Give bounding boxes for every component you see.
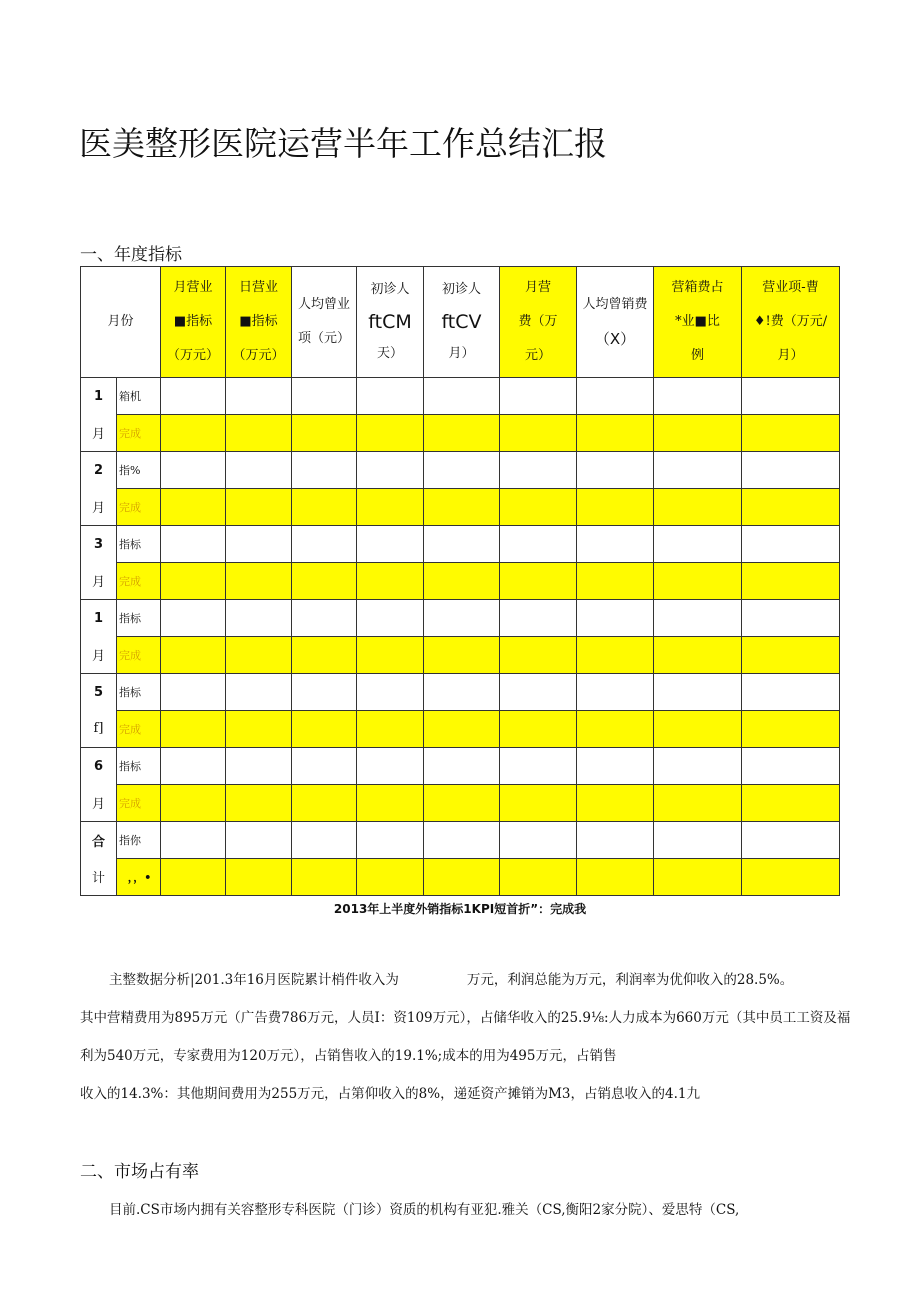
col-header-daily-first-visits: 初诊人 ftCM 天） — [357, 267, 424, 378]
target-cell[interactable] — [742, 822, 840, 859]
completion-cell[interactable] — [357, 489, 424, 526]
completion-cell[interactable] — [424, 415, 500, 452]
completion-cell[interactable] — [742, 711, 840, 748]
completion-cell[interactable] — [357, 563, 424, 600]
table-row — [81, 489, 840, 526]
completion-cell[interactable] — [742, 489, 840, 526]
completion-cell[interactable] — [654, 489, 742, 526]
table-row — [81, 563, 840, 600]
target-cell[interactable] — [424, 822, 500, 859]
completion-cell[interactable] — [742, 637, 840, 674]
col-header-per-capita-revenue: 人均曾业 项（元） — [292, 267, 357, 378]
completion-cell[interactable] — [357, 637, 424, 674]
completion-cell[interactable] — [654, 637, 742, 674]
target-cell[interactable] — [742, 748, 840, 785]
target-cell[interactable] — [742, 452, 840, 489]
target-label: 指标 — [117, 674, 161, 711]
target-cell[interactable] — [424, 378, 500, 415]
month-suffix: 计 — [81, 859, 117, 896]
target-cell[interactable] — [226, 378, 292, 415]
completion-cell[interactable] — [161, 489, 226, 526]
table-header-row — [81, 267, 840, 378]
month-suffix: 月 — [81, 415, 117, 452]
completion-cell[interactable] — [357, 785, 424, 822]
completion-cell[interactable] — [577, 415, 654, 452]
table-row — [81, 822, 840, 859]
analysis-line-1: 主整数据分析|201.3年16月医院累计梢件收入为 万元，利润总能为万元，利润率为优仰收入的28.5%。 — [109, 972, 794, 988]
completion-cell[interactable] — [500, 415, 577, 452]
completion-cell[interactable] — [292, 415, 357, 452]
target-cell[interactable] — [292, 600, 357, 637]
target-cell[interactable] — [424, 452, 500, 489]
target-cell[interactable] — [500, 378, 577, 415]
target-cell[interactable] — [500, 452, 577, 489]
table-row — [81, 600, 840, 637]
month-suffix: 月 — [81, 489, 117, 526]
table-row — [81, 785, 840, 822]
target-cell[interactable] — [226, 822, 292, 859]
table-row — [81, 859, 840, 896]
completion-cell[interactable] — [424, 711, 500, 748]
target-cell[interactable] — [292, 748, 357, 785]
completion-cell[interactable] — [577, 785, 654, 822]
completion-cell[interactable] — [226, 637, 292, 674]
target-cell[interactable] — [161, 674, 226, 711]
completion-cell[interactable] — [500, 711, 577, 748]
completion-cell[interactable] — [577, 489, 654, 526]
completion-cell[interactable] — [357, 859, 424, 896]
completion-label: ，，• — [117, 859, 161, 896]
target-cell[interactable] — [500, 600, 577, 637]
completion-cell[interactable] — [742, 859, 840, 896]
completion-cell[interactable] — [577, 859, 654, 896]
col-header-monthly-marketing-cost: 月营 费（万 元） — [500, 267, 577, 378]
completion-cell[interactable] — [654, 563, 742, 600]
target-cell[interactable] — [357, 674, 424, 711]
completion-label: 完成 — [117, 563, 161, 600]
analysis-line-3: 利为540万元，专家费用为120万元），占销售收入的19.1%;成本的用为495万元，占销售 — [80, 1048, 617, 1064]
completion-cell[interactable] — [161, 637, 226, 674]
col-header-daily-revenue: 日营业 ■指标 （万元） — [226, 267, 292, 378]
target-cell[interactable] — [292, 526, 357, 563]
completion-cell[interactable] — [357, 415, 424, 452]
target-cell[interactable] — [161, 748, 226, 785]
table-row — [81, 674, 840, 711]
target-cell[interactable] — [357, 600, 424, 637]
completion-cell[interactable] — [654, 785, 742, 822]
month-suffix: f] — [81, 711, 117, 748]
target-cell[interactable] — [654, 526, 742, 563]
analysis-line-4: 收入的14.3%：其他期间费用为255万元，占第仰收入的8%，递延资产摊销为M3，占销息收入的4.1九 — [80, 1086, 700, 1102]
completion-cell[interactable] — [424, 489, 500, 526]
target-cell[interactable] — [424, 600, 500, 637]
target-cell[interactable] — [742, 600, 840, 637]
completion-cell[interactable] — [742, 563, 840, 600]
target-cell[interactable] — [161, 822, 226, 859]
completion-cell[interactable] — [161, 415, 226, 452]
completion-cell[interactable] — [226, 489, 292, 526]
table-row — [81, 637, 840, 674]
target-cell[interactable] — [577, 526, 654, 563]
target-cell[interactable] — [577, 748, 654, 785]
target-cell[interactable] — [292, 378, 357, 415]
completion-cell[interactable] — [292, 489, 357, 526]
completion-cell[interactable] — [292, 785, 357, 822]
completion-cell[interactable] — [161, 859, 226, 896]
target-cell[interactable] — [292, 452, 357, 489]
target-cell[interactable] — [161, 526, 226, 563]
completion-cell[interactable] — [226, 415, 292, 452]
month-number: 2 — [81, 452, 117, 489]
target-cell[interactable] — [654, 600, 742, 637]
col-header-per-capita-marketing-cost: 人均曾销费 （X） — [577, 267, 654, 378]
page-title: 医美整形医院运营半年工作总结汇报 — [79, 124, 607, 163]
kpi-table — [80, 266, 840, 896]
target-cell[interactable] — [424, 526, 500, 563]
target-cell[interactable] — [654, 378, 742, 415]
table-row — [81, 452, 840, 489]
completion-cell[interactable] — [161, 711, 226, 748]
target-label: 指你 — [117, 822, 161, 859]
market-share-paragraph: 目前.CS市场内拥有关容整形专科医院（门诊）资质的机构有亚犯.雅关（CS,衡阳2家分院）、爱思特（CS, — [109, 1202, 740, 1218]
section-heading-market-share: 二、市场占有率 — [80, 1162, 199, 1182]
completion-cell[interactable] — [500, 637, 577, 674]
target-cell[interactable] — [500, 674, 577, 711]
completion-cell[interactable] — [226, 563, 292, 600]
table-row — [81, 378, 840, 415]
col-header-monthly-first-visits: 初诊人 ftCV 月） — [424, 267, 500, 378]
target-cell[interactable] — [577, 822, 654, 859]
target-cell[interactable] — [424, 748, 500, 785]
target-cell[interactable] — [742, 526, 840, 563]
month-number: 1 — [81, 600, 117, 637]
completion-cell[interactable] — [424, 785, 500, 822]
completion-cell[interactable] — [226, 785, 292, 822]
target-label: 箱机 — [117, 378, 161, 415]
target-label: 指标 — [117, 526, 161, 563]
completion-cell[interactable] — [654, 415, 742, 452]
target-cell[interactable] — [226, 526, 292, 563]
month-number: 1 — [81, 378, 117, 415]
target-cell[interactable] — [357, 526, 424, 563]
completion-cell[interactable] — [424, 637, 500, 674]
completion-cell[interactable] — [742, 415, 840, 452]
target-cell[interactable] — [577, 378, 654, 415]
month-suffix: 月 — [81, 563, 117, 600]
target-cell[interactable] — [742, 674, 840, 711]
completion-cell[interactable] — [424, 563, 500, 600]
target-cell[interactable] — [500, 822, 577, 859]
completion-cell[interactable] — [292, 563, 357, 600]
table-row — [81, 415, 840, 452]
target-cell[interactable] — [226, 674, 292, 711]
completion-label: 完成 — [117, 489, 161, 526]
month-suffix: 月 — [81, 785, 117, 822]
analysis-line-2: 其中营精费用为895万元（广告费786万元，人员I：资109万元），占储华收入的25.9⅛:人力成本为660万元（其中员工工资及福 — [80, 1010, 851, 1026]
completion-cell[interactable] — [577, 711, 654, 748]
table-row — [81, 526, 840, 563]
completion-cell[interactable] — [500, 563, 577, 600]
completion-label: 完成 — [117, 637, 161, 674]
completion-cell[interactable] — [654, 859, 742, 896]
table-row — [81, 748, 840, 785]
completion-cell[interactable] — [357, 711, 424, 748]
target-cell[interactable] — [161, 452, 226, 489]
target-cell[interactable] — [226, 452, 292, 489]
target-cell[interactable] — [577, 600, 654, 637]
target-cell[interactable] — [424, 674, 500, 711]
month-suffix: 月 — [81, 637, 117, 674]
month-number: 5 — [81, 674, 117, 711]
completion-cell[interactable] — [742, 785, 840, 822]
col-header-marketing-cost-ratio: 营箱费占 *业■比 例 — [654, 267, 742, 378]
completion-cell[interactable] — [577, 637, 654, 674]
completion-label: 完成 — [117, 711, 161, 748]
target-cell[interactable] — [161, 378, 226, 415]
completion-cell[interactable] — [500, 859, 577, 896]
target-cell[interactable] — [292, 674, 357, 711]
completion-cell[interactable] — [226, 859, 292, 896]
month-number: 3 — [81, 526, 117, 563]
completion-cell[interactable] — [292, 859, 357, 896]
completion-cell[interactable] — [500, 785, 577, 822]
month-number: 6 — [81, 748, 117, 785]
completion-cell[interactable] — [226, 711, 292, 748]
completion-cell[interactable] — [292, 711, 357, 748]
completion-cell[interactable] — [500, 489, 577, 526]
table-caption: 2013年上半度外销指标1KPI短首折”：完成我 — [333, 902, 587, 916]
target-cell[interactable] — [357, 748, 424, 785]
target-cell[interactable] — [357, 452, 424, 489]
completion-cell[interactable] — [161, 785, 226, 822]
target-cell[interactable] — [654, 674, 742, 711]
target-cell[interactable] — [577, 674, 654, 711]
target-cell[interactable] — [500, 748, 577, 785]
target-cell[interactable] — [654, 748, 742, 785]
completion-cell[interactable] — [654, 711, 742, 748]
target-cell[interactable] — [654, 822, 742, 859]
completion-cell[interactable] — [292, 637, 357, 674]
completion-cell[interactable] — [577, 563, 654, 600]
target-cell[interactable] — [357, 378, 424, 415]
target-cell[interactable] — [161, 600, 226, 637]
col-header-operating-cost: 营业项-曹 ♦!费（万元/ 月） — [742, 267, 840, 378]
table-row — [81, 711, 840, 748]
target-cell[interactable] — [226, 600, 292, 637]
target-cell[interactable] — [226, 748, 292, 785]
target-cell[interactable] — [292, 822, 357, 859]
target-cell[interactable] — [577, 452, 654, 489]
completion-cell[interactable] — [161, 563, 226, 600]
section-heading-annual-targets: 一、年度指标 — [80, 245, 182, 265]
completion-label: 完成 — [117, 785, 161, 822]
target-cell[interactable] — [742, 378, 840, 415]
target-cell[interactable] — [357, 822, 424, 859]
completion-label: 完成 — [117, 415, 161, 452]
month-number: 合 — [81, 822, 117, 859]
target-label: 指标 — [117, 748, 161, 785]
target-cell[interactable] — [654, 452, 742, 489]
month-header: 月份 — [81, 267, 161, 378]
target-cell[interactable] — [500, 526, 577, 563]
target-label: 指% — [117, 452, 161, 489]
col-header-monthly-revenue: 月营业 ■指标 （万元） — [161, 267, 226, 378]
target-label: 指标 — [117, 600, 161, 637]
completion-cell[interactable] — [424, 859, 500, 896]
